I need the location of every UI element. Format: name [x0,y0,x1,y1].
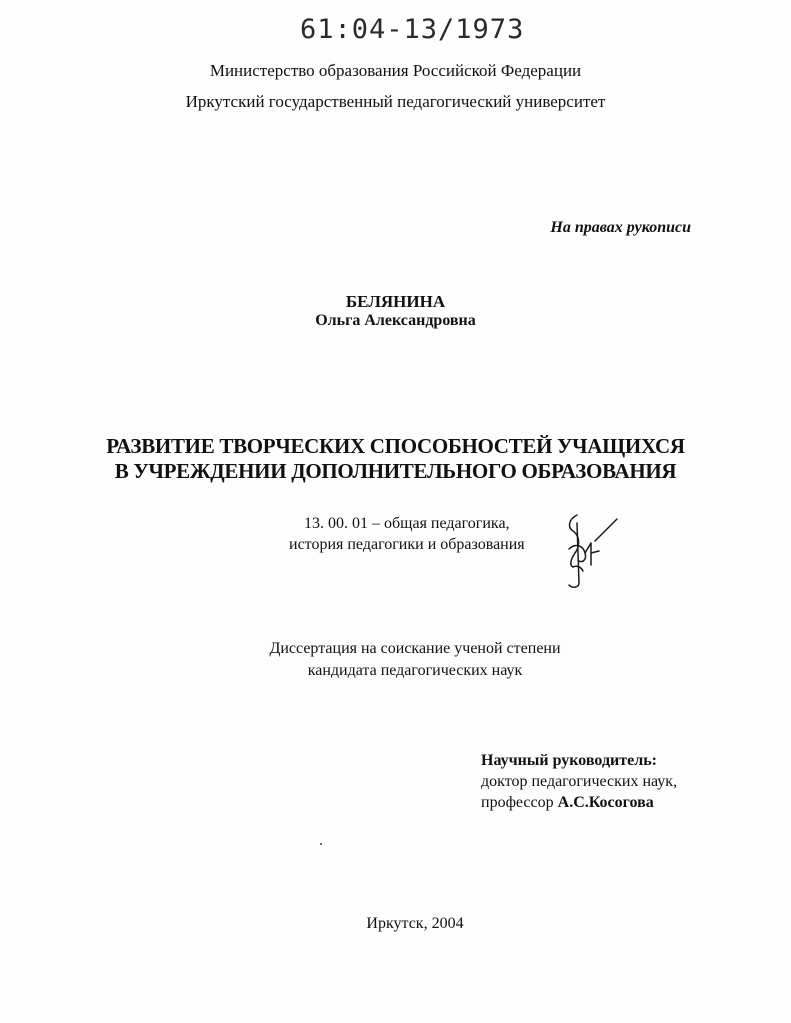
place-and-year: Иркутск, 2004 [366,915,464,932]
author-given-names: Ольга Александровна [315,312,476,329]
supervisor-name: А.С.Косогова [557,794,654,811]
specialty-line-2: история педагогики и образования [289,536,525,553]
thesis-title-line-1: РАЗВИТИЕ ТВОРЧЕСКИХ СПОСОБНОСТЕЙ УЧАЩИХСЯ [106,434,685,458]
supervisor-degree: доктор педагогических наук, [481,773,678,790]
dissertation-line-1: Диссертация на соискание ученой степени [269,640,561,657]
supervisor-heading: Научный руководитель: [481,752,657,769]
scan-speck [320,843,322,845]
ministry-line: Министерство образования Российской Федерации [209,61,582,80]
specialty-line-1: 13. 00. 01 – общая педагогика, [304,515,510,532]
dissertation-line-2: кандидата педагогических наук [307,662,523,679]
rights-note: На правах рукописи [550,219,691,236]
catalog-number: 61:04-13/1973 [300,14,525,45]
author-surname: БЕЛЯНИНА [345,292,446,311]
thesis-title-line-2: В УЧРЕЖДЕНИИ ДОПОЛНИТЕЛЬНОГО ОБРАЗОВАНИЯ [114,459,677,483]
signature-mark [555,505,625,590]
university-line: Иркутский государственный педагогический университет [185,92,606,111]
supervisor-line [481,794,654,812]
supervisor-title: профессор [481,794,554,811]
